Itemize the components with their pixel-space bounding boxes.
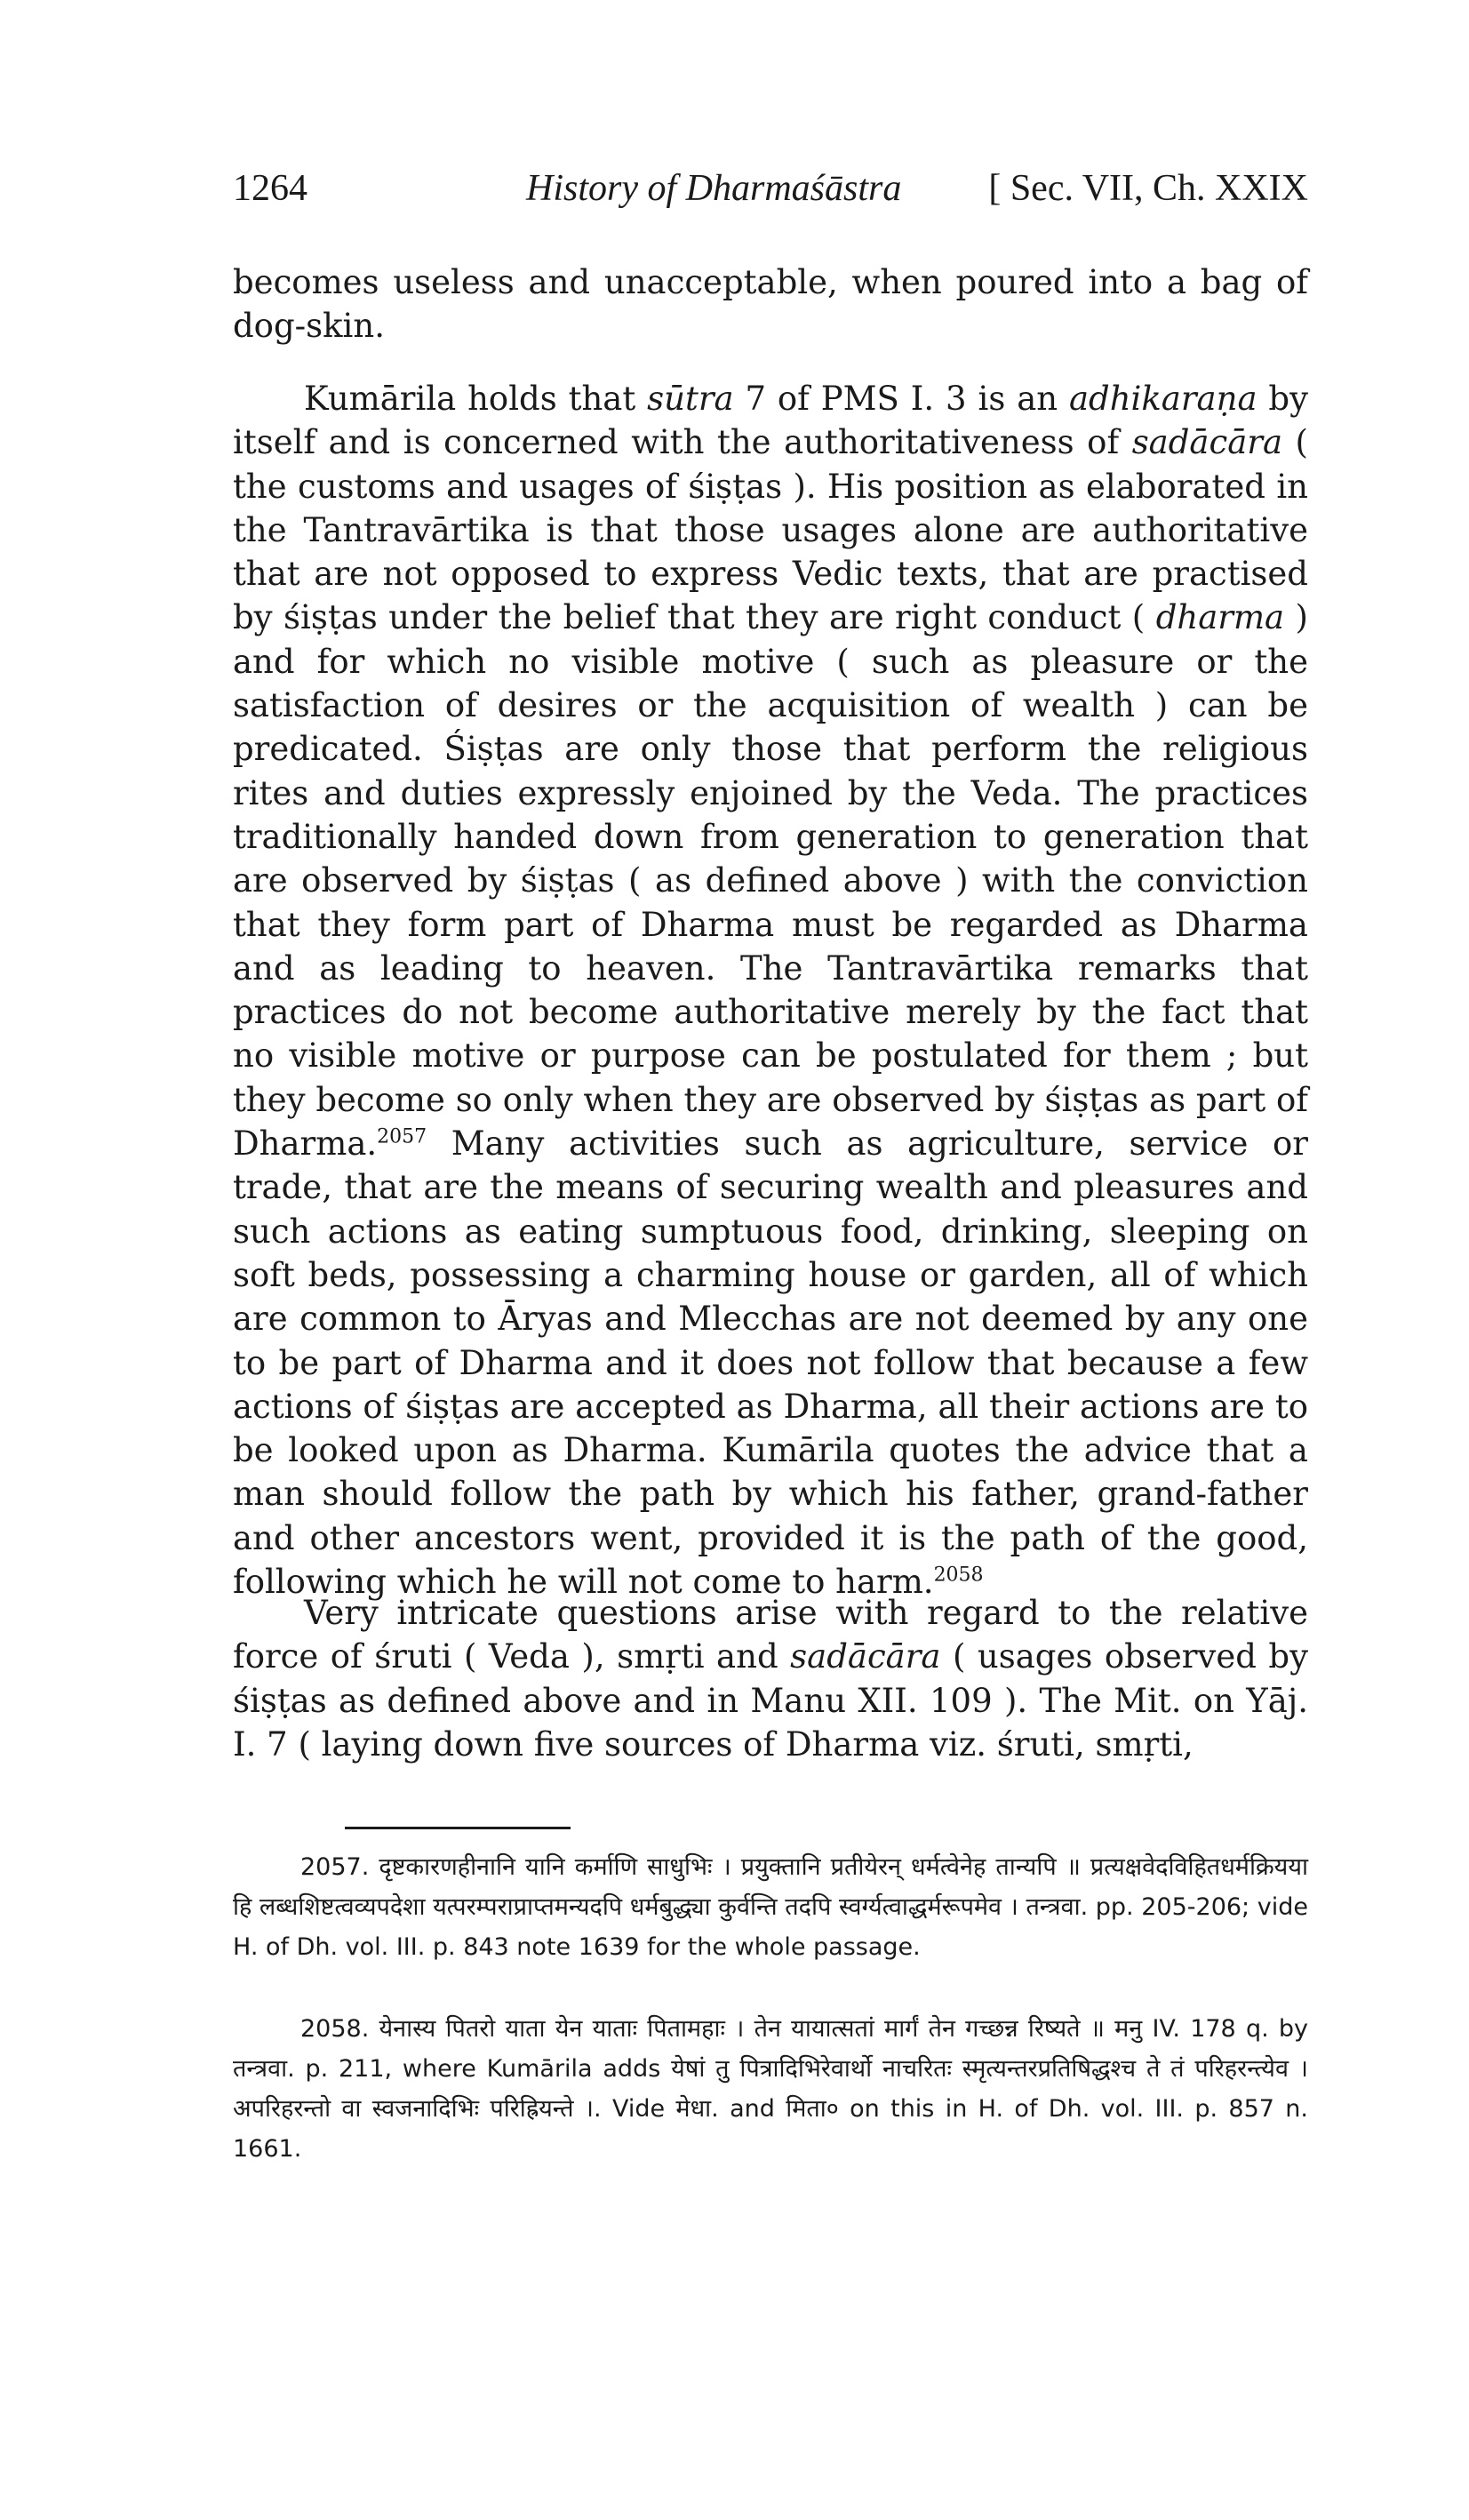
running-header xyxy=(233,167,1308,229)
text-run: 7 of PMS I. 3 is an xyxy=(733,380,1069,418)
book-title: History of Dharmaśāstra xyxy=(526,168,902,209)
italic-term: dharma xyxy=(1155,598,1285,637)
text-run: ) and for which no visible motive ( such as pleasure or the satisfaction of desires or the acquisition of wealth ) can be predicated. Śiṣṭas are only those that perform the religious rites and duties expressly enjoined by the Veda. The practices traditionally handed down from generation to generation that are observed by śiṣṭas ( as defined above ) with the conviction that they form part of Dharma must be regarded as Dharma and as leading to heaven. The Tantravārtika remarks that practices do not become authoritative merely by the fact that no visible motive or purpose can be postulated for them ; but they become so only when they are observed by śiṣṭas as part of Dharma. xyxy=(233,598,1308,1164)
page-number: 1264 xyxy=(233,168,307,209)
section-label: [ Sec. VII, Ch. XXIX xyxy=(988,168,1308,209)
italic-term: adhikaraṇa xyxy=(1068,380,1257,418)
footnote-ref-2058[interactable]: 2058 xyxy=(933,1564,984,1587)
footnote-2058: 2058. येनास्य पितरो याता येन याताः पितामहाः । तेन यायात्सतां मार्गं तेन गच्छन्न रिष्यते ॥ मनु IV. 178 q. by तन्त्रवा. p. 211, where Kumārila adds येषां तु पित्रादिभिरेवार्थो नाचरितः स्मृत्यन्तरप्रतिषिद्धश्च ते तं परिहरन्त्येव । अपरिहरन्तो वा स्वजनादिभिः परिह्रियन्ते ।. Vide मेधा. and मिता० on this in H. of Dh. vol. III. p. 857 n. 1661. xyxy=(233,2015,1308,2163)
text-run: by itself and is concerned with the authoritativeness of xyxy=(233,380,1308,462)
italic-term: sadācāra xyxy=(790,1637,941,1676)
text-run: Kumārila holds that xyxy=(304,380,648,418)
italic-term: sadācāra xyxy=(1131,423,1283,462)
paragraph-kumarila xyxy=(233,377,1308,1604)
footnote-2057: 2057. दृष्टकारणहीनानि यानि कर्माणि साधुभिः । प्रयुक्तानि प्रतीयेरन् धर्मत्वेनेह तान्यपि ॥ प्रत्यक्षवेदविहितधर्मक्रियया हि लब्धशिष्टत्वव्यपदेशा यत्परम्पराप्राप्तमन्यदपि धर्मबुद्ध्या कुर्वन्ति तदपि स्वर्ग्यत्वाद्धर्मरूपमेव । तन्त्रवा. pp. 205-206; vide H. of Dh. vol. III. p. 843 note 1639 for the whole passage. xyxy=(233,1853,1308,1961)
text-run: Very intricate questions arise with regard to the relative force of śruti ( Veda ), smṛti and xyxy=(233,1594,1308,1676)
paragraph-intricate-questions xyxy=(233,1591,1308,1766)
footnote-divider xyxy=(345,1827,571,1829)
footnote-ref-2057[interactable]: 2057 xyxy=(377,1125,427,1148)
italic-term: sūtra xyxy=(647,380,734,418)
text-run: Many activities such as agriculture, service or trade, that are the means of securing wealth and pleasures and such actions as eating sumptuous food, drinking, sleeping on soft beds, possessing a charming house or garden, all of which are common to Āryas and Mlecchas are not deemed by any one to be part of Dharma and it does not follow that because a few actions of śiṣṭas are accepted as Dharma, all their actions are to be looked upon as Dharma. Kumārila quotes the advice that a man should follow the path by which his father, grand-father and other ancestors went, provided it is the path of the good, following which he will not come to harm. xyxy=(233,1124,1308,1602)
paragraph-continuation: becomes useless and unacceptable, when poured into a bag of dog-skin. xyxy=(233,263,1308,346)
text-run: ( usages observed by śiṣṭas as defined above and in Manu XII. 109 ). The Mit. on Yāj. I. 7 ( laying down five sources of Dharma viz. śruti, smṛti, xyxy=(233,1637,1308,1764)
text-run: ( the customs and usages of śiṣṭas ). His position as elaborated in the Tantravārtika is that those usages alone are authoritative that are not opposed to express Vedic texts, that are practised by śiṣṭas under the belief that they are right conduct ( xyxy=(233,423,1308,637)
